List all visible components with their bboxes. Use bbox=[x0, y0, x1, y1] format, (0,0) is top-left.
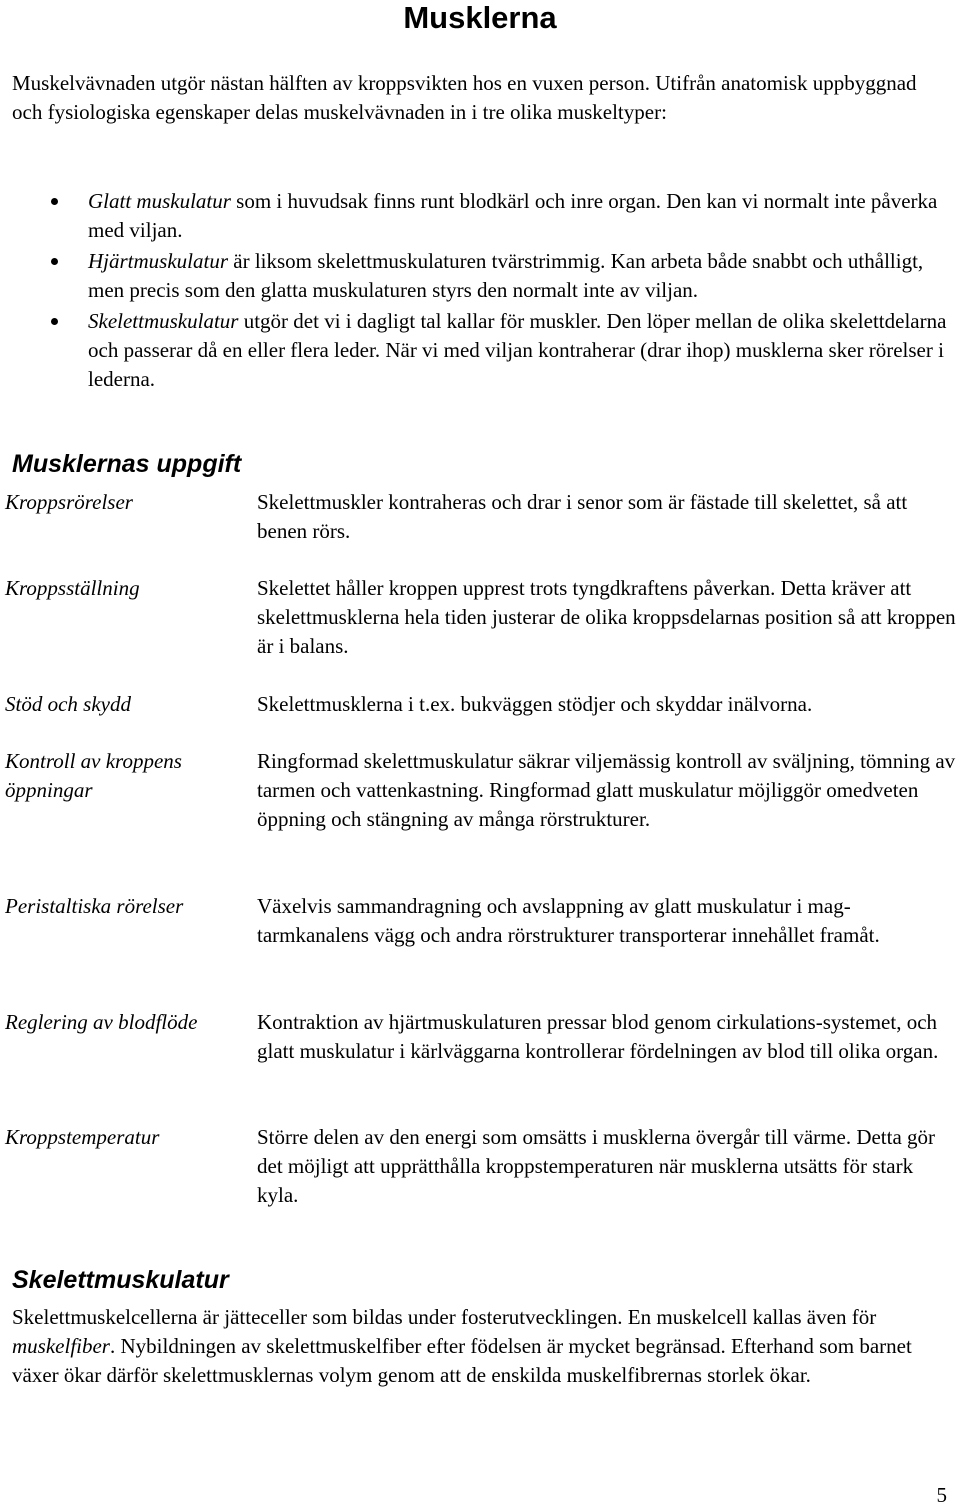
bullet-icon bbox=[51, 318, 58, 325]
muscle-type-text: utgör det vi i dagligt tal kallar för muskler. Den löper mellan de olika skelettdelarna och passerar då en eller flera leder. När vi med viljan kontraherar (drar ihop) musklerna sker rörelser i lederna. bbox=[88, 309, 947, 391]
list-item bbox=[88, 307, 950, 394]
muscle-type-term: Skelettmuskulatur bbox=[88, 309, 239, 333]
intro-paragraph: Muskelvävnaden utgör nästan hälften av kroppsvikten hos en vuxen person. Utifrån anatomisk uppbyggnad och fysiologiska egenskaper delas muskelvävnaden in i tre olika muskeltyper: bbox=[12, 71, 917, 124]
function-description: Ringformad skelettmuskulatur säkrar viljemässig kontroll av sväljning, tömning av tarmen och vattenkastning. Ringformad glatt muskulatur möjliggör omedveten öppning och stängning av många rörstrukturer. bbox=[257, 749, 956, 831]
function-description: Kontraktion av hjärtmuskulaturen pressar blod genom cirkulations-systemet, och glatt muskulatur i kärlväggarna kontrollerar fördelningen av blod till olika organ. bbox=[257, 1010, 939, 1063]
function-term: Stöd och skydd bbox=[5, 692, 131, 716]
function-description: Växelvis sammandragning och avslappning av glatt muskulatur i mag-tarmkanalens vägg och andra rörstrukturer transporterar innehållet framåt. bbox=[257, 894, 880, 947]
muscle-type-text: som i huvudsak finns runt blodkärl och inre organ. Den kan vi normalt inte påverka med viljan. bbox=[88, 189, 938, 242]
function-description: Skelettet håller kroppen upprest trots tyngdkraftens påverkan. Detta kräver att skelettmusklerna hela tiden justerar de olika kroppsdelarnas position så att kroppen är i balans. bbox=[257, 576, 956, 658]
functions-heading: Musklernas uppgift bbox=[12, 450, 242, 478]
page-number: 5 bbox=[936, 1483, 947, 1507]
function-term: Reglering av blodflöde bbox=[5, 1010, 198, 1034]
muscle-type-term: Glatt muskulatur bbox=[88, 189, 231, 213]
page-title: Musklerna bbox=[403, 0, 557, 35]
skeletal-text-after: . Nybildningen av skelettmuskelfiber efter födelsen är mycket begränsad. Efterhand som barnet växer ökar därför skelettmusklernas volym genom att de enskilda muskelfibrernas storlek ökar. bbox=[12, 1334, 912, 1387]
skeletal-term: muskelfiber bbox=[12, 1334, 110, 1358]
muscle-types-list bbox=[88, 187, 950, 396]
muscle-type-text: är liksom skelettmuskulaturen tvärstrimmig. Kan arbeta både snabbt och uthålligt, men precis som den glatta muskulaturen styrs den normalt inte av viljan. bbox=[88, 249, 924, 302]
function-term: Kroppsställning bbox=[5, 576, 140, 600]
bullet-icon bbox=[51, 198, 58, 205]
function-term: Kroppstemperatur bbox=[5, 1125, 160, 1149]
muscle-type-term: Hjärtmuskulatur bbox=[88, 249, 229, 273]
bullet-icon bbox=[51, 258, 58, 265]
function-term: Kroppsrörelser bbox=[5, 490, 133, 514]
skeletal-heading: Skelettmuskulatur bbox=[12, 1266, 229, 1294]
list-item bbox=[88, 247, 950, 305]
list-item bbox=[88, 187, 950, 245]
skeletal-paragraph bbox=[12, 1303, 957, 1390]
function-description: Större delen av den energi som omsätts i musklerna övergår till värme. Detta gör det möjligt att upprätthålla kroppstemperaturen när musklerna utsätts för stark kyla. bbox=[257, 1125, 936, 1207]
function-term: Peristaltiska rörelser bbox=[5, 894, 184, 918]
skeletal-text-before: Skelettmuskelcellerna är jätteceller som bildas under fosterutvecklingen. En muskelcell kallas även för bbox=[12, 1305, 877, 1329]
function-description: Skelettmuskler kontraheras och drar i senor som är fästade till skelettet, så att benen rörs. bbox=[257, 490, 908, 543]
function-description: Skelettmusklerna i t.ex. bukväggen stödjer och skyddar inälvorna. bbox=[257, 692, 813, 716]
function-term: Kontroll av kroppens öppningar bbox=[5, 749, 182, 802]
